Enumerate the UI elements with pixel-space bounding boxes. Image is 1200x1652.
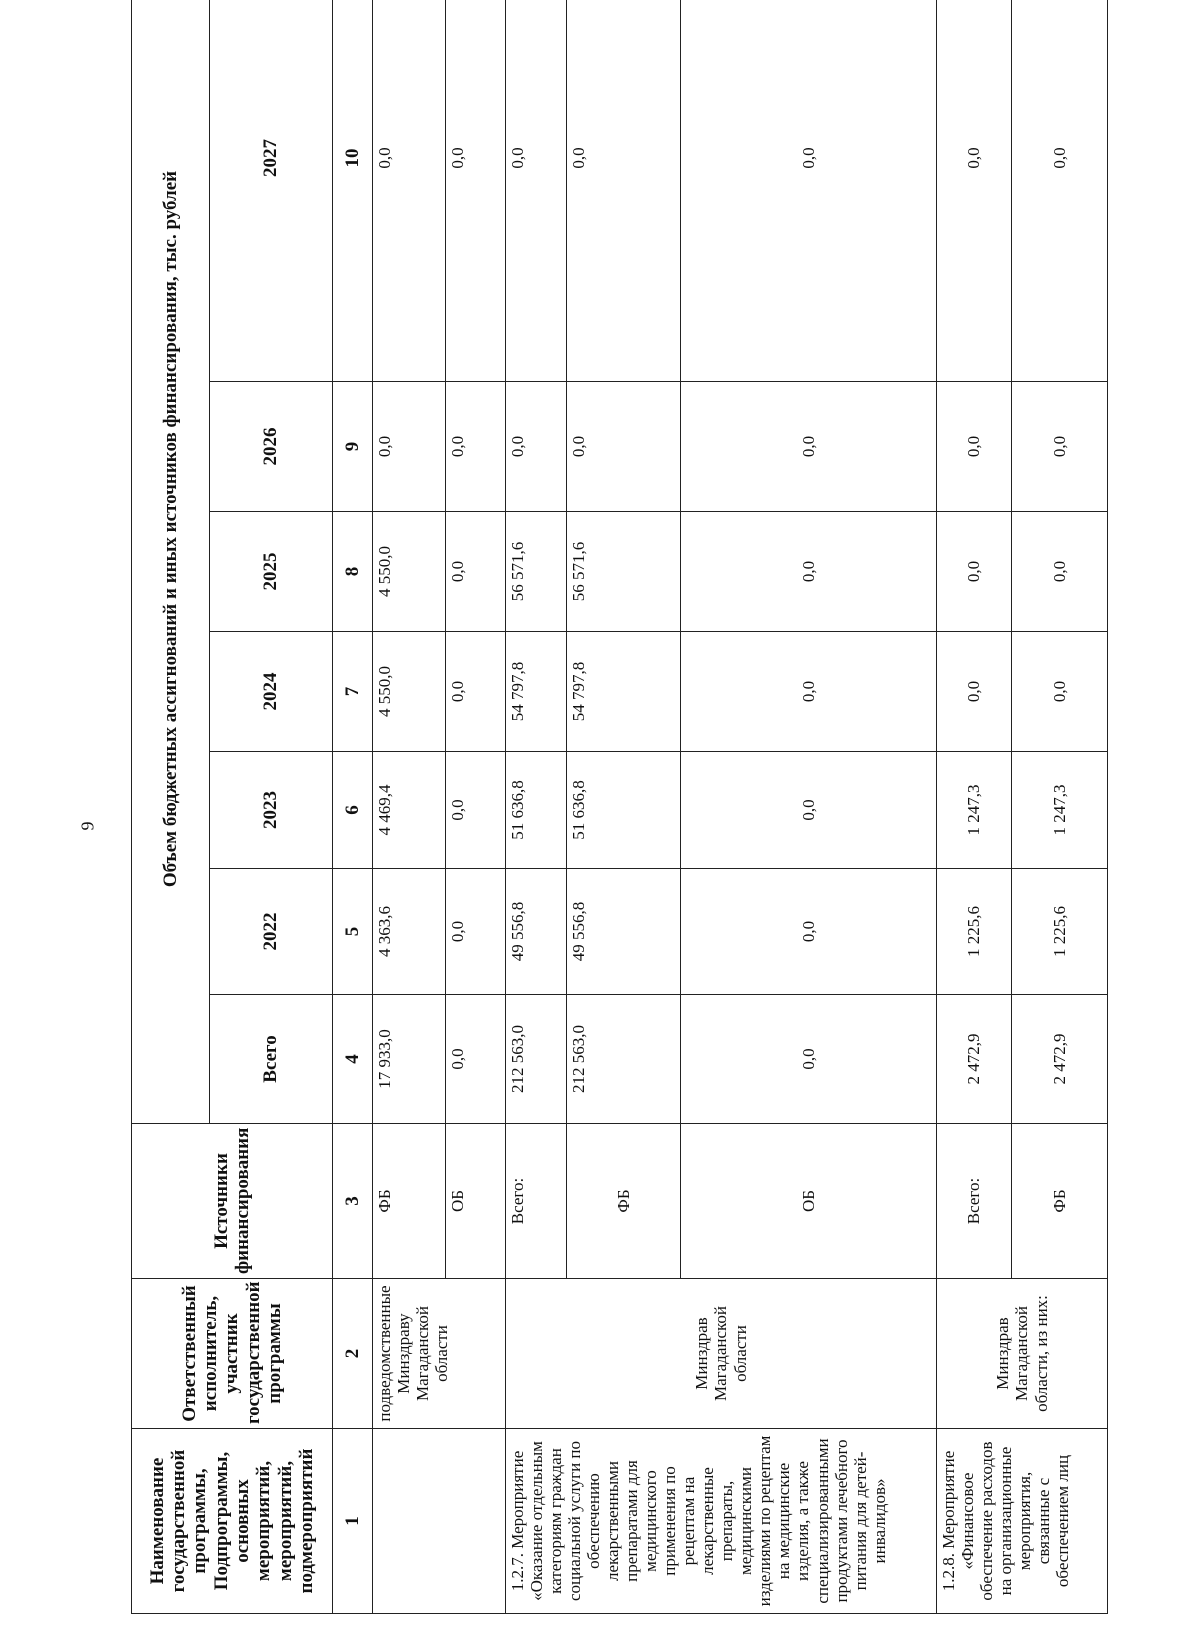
row-value: 0,0 [681, 752, 937, 869]
row-value: 0,0 [681, 869, 937, 995]
row-value: 4 469,4 [373, 752, 446, 869]
row-source: Всего: [506, 1124, 567, 1279]
header-year-2026: 2026 [210, 382, 333, 512]
row-name-empty [373, 1429, 506, 1614]
row-name-1-2-7: 1.2.7. Мероприятие «Оказание отдельным категориям граждан социальной услуги по обеспечению лекарственными препаратами для медицинского применения по рецептам на лекарственные препараты, медицинскими изделиями по рецептам на медицинские изделия, а также специализированными продуктами лечебного питания для детей-инвалидов» [506, 1429, 937, 1614]
header-total: Всего [210, 995, 333, 1124]
row-source: ФБ [1012, 1124, 1108, 1279]
row-value: 0,0 [567, 382, 681, 512]
row-value: 0,0 [506, 0, 567, 382]
header-year-2025: 2025 [210, 512, 333, 632]
row-source: ОБ [446, 1124, 506, 1279]
header-name: Наименование государственной программы, Подпрограммы, основных мероприятий, мероприятий, подмероприятий [132, 1429, 333, 1614]
row-executor: Минздрав Магаданской области, из них: [937, 1279, 1108, 1429]
row-value: 0,0 [506, 382, 567, 512]
row-value: 51 636,8 [567, 752, 681, 869]
row-value: 212 563,0 [567, 995, 681, 1124]
row-source: Всего: [937, 1124, 1012, 1279]
row-value: 56 571,6 [506, 512, 567, 632]
row-value: 17 933,0 [373, 995, 446, 1124]
row-value: 0,0 [446, 0, 506, 382]
row-value: 1 225,6 [1012, 869, 1108, 995]
row-executor: подведомственные Минздраву Магаданской области [373, 1279, 506, 1429]
row-value: 1 247,3 [1012, 752, 1108, 869]
row-value: 0,0 [681, 995, 937, 1124]
table-row [937, 0, 1012, 1614]
header-year-2022: 2022 [210, 869, 333, 995]
col-number: 6 [333, 752, 373, 869]
row-source: ФБ [567, 1124, 681, 1279]
col-number: 8 [333, 512, 373, 632]
page-number: 9 [77, 821, 98, 831]
row-value: 0,0 [567, 0, 681, 382]
row-source: ФБ [373, 1124, 446, 1279]
col-number: 10 [333, 0, 373, 382]
row-value: 4 550,0 [373, 632, 446, 752]
col-number: 4 [333, 995, 373, 1124]
row-value: 0,0 [1012, 0, 1108, 382]
col-number: 9 [333, 382, 373, 512]
row-value: 4 363,6 [373, 869, 446, 995]
header-sources: Источники финансирования [132, 1124, 333, 1279]
header-year-2024: 2024 [210, 632, 333, 752]
row-name-1-2-8: 1.2.8. Мероприятие «Финансовое обеспечение расходов на организационные мероприятия, связанные с обеспечением лиц [937, 1429, 1108, 1614]
row-value: 212 563,0 [506, 995, 567, 1124]
row-value: 0,0 [446, 512, 506, 632]
row-value: 56 571,6 [567, 512, 681, 632]
row-value: 0,0 [373, 0, 446, 382]
header-executor: Ответственный исполнитель, участник государственной программы [132, 1279, 333, 1429]
row-value: 0,0 [937, 632, 1012, 752]
row-value: 51 636,8 [506, 752, 567, 869]
row-value: 54 797,8 [506, 632, 567, 752]
row-value: 0,0 [681, 512, 937, 632]
column-number-row [333, 0, 373, 1614]
row-value: 0,0 [446, 632, 506, 752]
row-value: 0,0 [937, 0, 1012, 382]
table-row [373, 0, 446, 1614]
header-volume: Объем бюджетных ассигнований и иных источников финансирования, тыс. рублей [132, 0, 210, 1124]
col-number: 5 [333, 869, 373, 995]
table-row [506, 0, 567, 1614]
row-value: 0,0 [373, 382, 446, 512]
row-value: 2 472,9 [937, 995, 1012, 1124]
row-value: 0,0 [681, 632, 937, 752]
row-value: 1 225,6 [937, 869, 1012, 995]
row-value: 0,0 [446, 869, 506, 995]
row-value: 0,0 [681, 0, 937, 382]
row-value: 0,0 [1012, 632, 1108, 752]
col-number: 7 [333, 632, 373, 752]
header-year-2027: 2027 [210, 0, 333, 382]
rotated-table-container [131, 35, 1073, 1614]
row-value: 4 550,0 [373, 512, 446, 632]
col-number: 2 [333, 1279, 373, 1429]
row-executor: Минздрав Магаданской области [506, 1279, 937, 1429]
row-value: 0,0 [446, 752, 506, 869]
header-row-1 [132, 0, 210, 1614]
row-value: 49 556,8 [506, 869, 567, 995]
budget-table [131, 0, 1108, 1614]
row-value: 0,0 [681, 382, 937, 512]
row-value: 0,0 [1012, 512, 1108, 632]
row-value: 2 472,9 [1012, 995, 1108, 1124]
row-value: 0,0 [446, 382, 506, 512]
row-source: ОБ [681, 1124, 937, 1279]
col-number: 3 [333, 1124, 373, 1279]
row-value: 54 797,8 [567, 632, 681, 752]
row-value: 0,0 [446, 995, 506, 1124]
col-number: 1 [333, 1429, 373, 1614]
row-value: 49 556,8 [567, 869, 681, 995]
row-value: 0,0 [937, 382, 1012, 512]
row-value: 0,0 [1012, 382, 1108, 512]
row-value: 0,0 [937, 512, 1012, 632]
header-year-2023: 2023 [210, 752, 333, 869]
row-value: 1 247,3 [937, 752, 1012, 869]
